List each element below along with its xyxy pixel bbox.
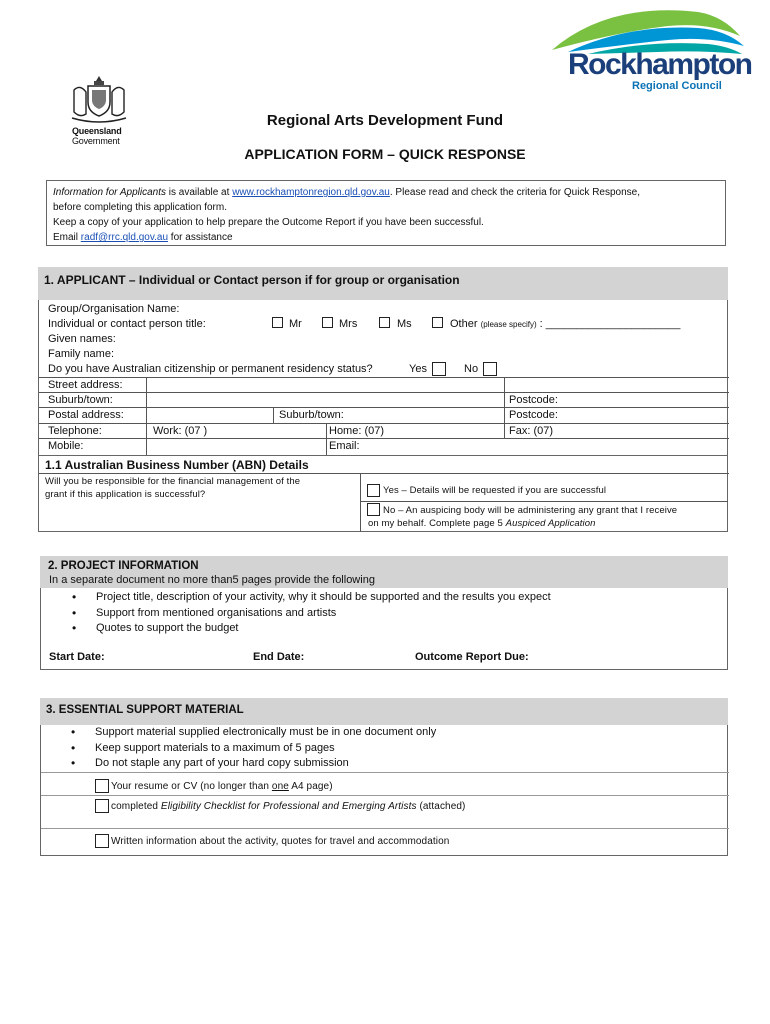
group-name-label: Group/Organisation Name: — [48, 303, 180, 315]
abn-no-label-l1: No – An auspicing body will be administering any grant that I receive — [383, 505, 678, 516]
eligibility-text: completed — [111, 801, 161, 812]
qld-government-logo — [64, 74, 134, 148]
support-bullet-list — [95, 725, 436, 772]
rrc-name: Rockhampton — [568, 48, 752, 81]
end-date-label: End Date: — [253, 651, 305, 663]
other-note: (please specify) — [480, 320, 537, 329]
abn-header: 1.1 Australian Business Number (ABN) Details — [45, 458, 309, 472]
abn-no-label-l2 — [368, 518, 596, 529]
resume-label — [111, 781, 333, 792]
citizen-no-checkbox[interactable] — [483, 362, 497, 376]
start-date-label: Start Date: — [49, 651, 105, 663]
ms-checkbox[interactable] — [379, 317, 390, 328]
citizenship-question: Do you have Australian citizenship or permanent residency status? — [48, 363, 373, 375]
qld-line2: Government — [72, 136, 120, 146]
support-section-header: 3. ESSENTIAL SUPPORT MATERIAL — [40, 698, 728, 725]
project-bullet-list — [96, 590, 551, 637]
resume-text: A4 page) — [288, 781, 333, 792]
applicant-section — [38, 300, 728, 456]
other-specify-line[interactable]: : ______________________ — [539, 318, 681, 330]
info-text: for assistance — [168, 232, 233, 243]
info-applicants-label: Information for Applicants — [53, 187, 167, 198]
resume-one: one — [271, 781, 289, 792]
written-info-label: Written information about the activity, quotes for travel and accommodation — [111, 836, 450, 847]
info-line-1 — [53, 185, 719, 200]
family-name-label: Family name: — [48, 348, 115, 360]
applicant-section-header: 1. APPLICANT – Individual or Contact person if for group or organisation — [38, 267, 728, 300]
info-text: Email — [53, 232, 81, 243]
support-bullet: • Keep support materials to a maximum of 5 pages — [95, 741, 436, 757]
abn-no-checkbox[interactable] — [367, 503, 380, 516]
project-intro: In a separate document no more than5 pages provide the following — [49, 574, 375, 586]
home-phone-label: Home: (07) — [329, 425, 385, 437]
abn-section — [38, 455, 728, 532]
info-box — [46, 180, 726, 246]
postcode-label: Postcode: — [509, 394, 558, 406]
abn-yes-checkbox[interactable] — [367, 484, 380, 497]
mobile-label: Mobile: — [48, 440, 84, 452]
postal-postcode-label: Postcode: — [509, 409, 558, 421]
rrc-sub: Regional Council — [632, 80, 722, 92]
abn-question-l1: Will you be responsible for the financial management of the — [45, 476, 301, 487]
qld-line1: Queensland — [72, 126, 122, 136]
mrs-label: Mrs — [339, 318, 358, 330]
suburb-label: Suburb/town: — [48, 394, 113, 406]
street-address-label: Street address: — [48, 379, 123, 391]
page-title: Regional Arts Development Fund — [266, 112, 504, 129]
written-info-checkbox[interactable] — [95, 834, 109, 848]
fax-label: Fax: (07) — [509, 425, 554, 437]
given-names-label: Given names: — [48, 333, 116, 345]
title-label: Individual or contact person title: — [48, 318, 206, 330]
abn-yes-label: Yes – Details will be requested if you are successful — [383, 485, 607, 496]
mr-label: Mr — [289, 318, 302, 330]
other-checkbox[interactable] — [432, 317, 443, 328]
eligibility-checkbox[interactable] — [95, 799, 109, 813]
ms-label: Ms — [397, 318, 412, 330]
work-phone-label: Work: (07 ) — [153, 425, 208, 437]
info-line-3: Keep a copy of your application to help prepare the Outcome Report if you have been successful. — [53, 217, 484, 228]
support-bullet: • Support material supplied electronically must be in one document only — [95, 725, 436, 741]
postal-address-label: Postal address: — [48, 409, 124, 421]
resume-checkbox[interactable] — [95, 779, 109, 793]
project-section — [40, 574, 728, 670]
project-bullet: • Quotes to support the budget — [96, 621, 551, 637]
eligibility-checklist-ref: Eligibility Checklist for Professional and Emerging Artists — [160, 801, 417, 812]
eligibility-text: (attached) — [416, 801, 466, 812]
other-text: Other — [450, 318, 478, 330]
project-bullet: • Support from mentioned organisations and artists — [96, 606, 551, 622]
resume-text: Your resume or CV (no longer than — [111, 781, 272, 792]
info-text: is available at — [166, 187, 233, 198]
telephone-label: Telephone: — [48, 425, 102, 437]
citizen-yes-label: Yes — [409, 363, 427, 375]
project-bullet: • Project title, description of your activity, why it should be supported and the results you expect — [96, 590, 551, 606]
email-link[interactable]: radf@rrc.qld.gov.au — [80, 232, 169, 243]
info-line-2: before completing this application form. — [53, 202, 227, 213]
citizen-yes-checkbox[interactable] — [432, 362, 446, 376]
rockhampton-council-logo — [548, 6, 752, 92]
info-line-4 — [53, 230, 719, 245]
mr-checkbox[interactable] — [272, 317, 283, 328]
page-subtitle: APPLICATION FORM – QUICK RESPONSE — [244, 146, 526, 162]
email-label: Email: — [329, 440, 360, 452]
auspiced-application-ref: Auspiced Application — [505, 518, 596, 529]
support-section — [40, 725, 728, 856]
other-label — [450, 318, 680, 330]
mrs-checkbox[interactable] — [322, 317, 333, 328]
eligibility-label — [111, 801, 465, 812]
info-text: . Please read and check the criteria for Quick Response, — [389, 187, 641, 198]
outcome-report-label: Outcome Report Due: — [415, 651, 529, 663]
website-link[interactable]: www.rockhamptonregion.qld.gov.au — [232, 187, 390, 198]
abn-no-text: on my behalf. Complete page 5 — [368, 518, 506, 529]
postal-suburb-label: Suburb/town: — [279, 409, 344, 421]
citizen-no-label: No — [464, 363, 479, 375]
abn-question-l2: grant if this application is successful? — [45, 489, 206, 500]
project-section-header: 2. PROJECT INFORMATION — [40, 556, 728, 588]
support-bullet: • Do not staple any part of your hard copy submission — [95, 756, 436, 772]
